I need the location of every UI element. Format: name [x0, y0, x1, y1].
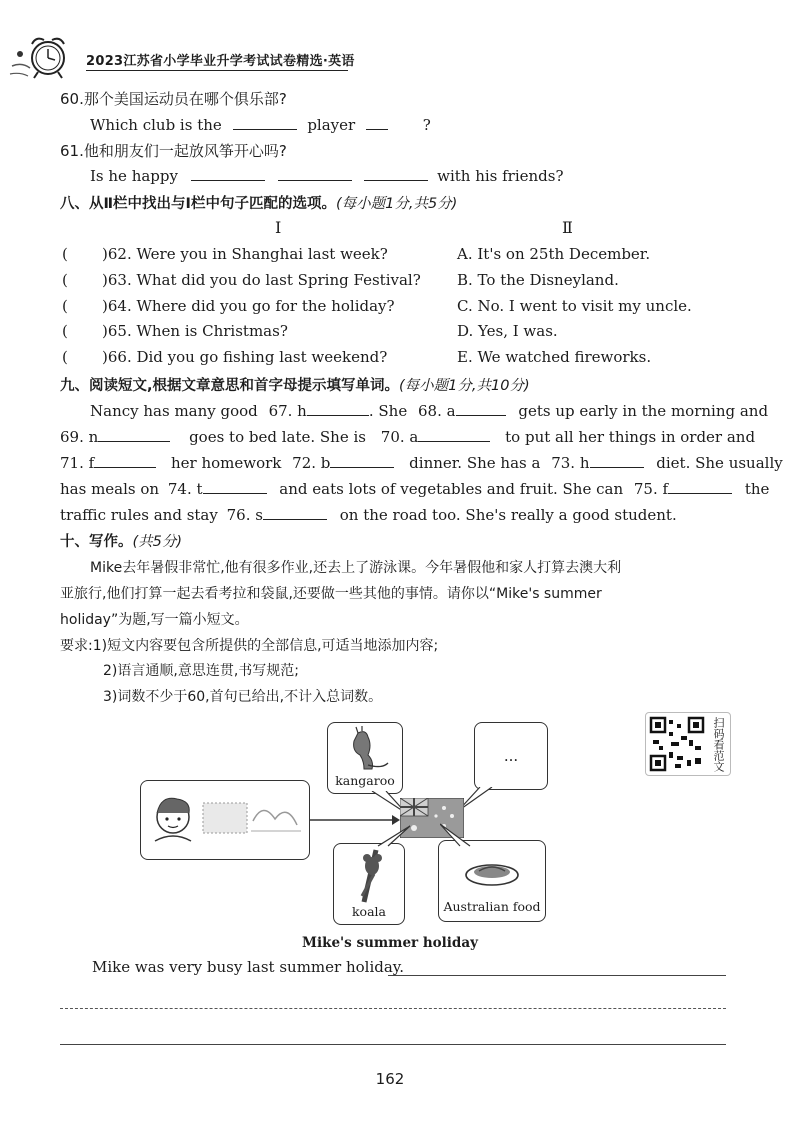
kangaroo-icon: [328, 725, 402, 775]
writing-line-1[interactable]: [388, 975, 726, 976]
passage-text: her homework: [170, 454, 282, 472]
blank-73[interactable]: [590, 453, 644, 468]
match-paren-62[interactable]: (: [62, 245, 68, 263]
kangaroo-label: kangaroo: [335, 773, 395, 788]
column-1-label: Ⅰ: [275, 218, 282, 237]
header-rule: [86, 70, 348, 71]
match-question-63: )63. What did you do last Spring Festival?: [102, 271, 421, 289]
match-paren-66[interactable]: (: [62, 348, 68, 366]
match-question-66: )66. Did you go fishing last weekend?: [102, 348, 388, 366]
passage-text: and eats lots of vegetables and fruit. She can: [279, 480, 624, 498]
section-10-heading: [60, 530, 182, 551]
passage-line-1: [90, 401, 768, 420]
writing-prompt-line-1: Mike去年暑假非常忙,他有很多作业,还去上了游泳课。今年暑假他和家人打算去澳大利: [90, 560, 622, 576]
passage-text: goes to bed late. She is: [189, 428, 366, 446]
koala-label: koala: [351, 904, 386, 919]
boy-doing-homework-icon: [141, 781, 309, 859]
passage-text: gets up early in the morning and: [518, 402, 769, 420]
match-paren-65[interactable]: (: [62, 322, 68, 340]
passage-line-2: [60, 427, 755, 446]
writing-prompt-line-3: holiday”为题,写一篇小短文。: [60, 612, 249, 628]
q60-sentence: [90, 115, 431, 134]
blank-72-hint: 72. b: [292, 454, 331, 472]
match-question-65: )65. When is Christmas?: [102, 322, 288, 340]
passage-text: Nancy has many good: [90, 402, 258, 420]
food-bubble: [438, 840, 546, 922]
section-8-score: (每小题1分,共5分): [335, 196, 458, 212]
section-9-score: (每小题1分,共10分): [399, 378, 530, 394]
q61-blank-2[interactable]: [278, 166, 352, 181]
column-2-label: Ⅱ: [562, 218, 573, 237]
match-question-64: )64. Where did you go for the holiday?: [102, 297, 395, 315]
blank-76[interactable]: [263, 505, 327, 520]
match-option-d: D. Yes, I was.: [457, 322, 558, 340]
passage-text: . She: [368, 402, 408, 420]
passage-text: has meals on: [60, 480, 160, 498]
blank-69[interactable]: [98, 427, 170, 442]
requirement-3: 3)词数不少于60,首句已给出,不计入总词数。: [103, 689, 383, 705]
passage-line-4: [60, 479, 769, 498]
blank-75-hint: 75. f: [633, 480, 669, 498]
section-8-title: 八、从Ⅱ栏中找出与Ⅰ栏中句子匹配的选项。: [60, 196, 336, 212]
blank-70[interactable]: [418, 427, 490, 442]
blank-71[interactable]: [94, 453, 156, 468]
requirement-2: 2)语言通顺,意思连贯,书写规范;: [103, 663, 299, 679]
match-option-e: E. We watched fireworks.: [457, 348, 652, 366]
match-option-b: B. To the Disneyland.: [457, 271, 619, 289]
section-10-score: (共5分): [132, 534, 183, 550]
australian-food-icon: [439, 845, 545, 901]
match-paren-64[interactable]: (: [62, 297, 68, 315]
qr-code-icon: [649, 716, 705, 772]
blank-68[interactable]: [456, 401, 506, 416]
q61-text-b: with his friends?: [437, 167, 564, 185]
koala-pointer: [372, 824, 412, 848]
alarm-clock-logo-icon: [8, 30, 80, 82]
match-paren-63[interactable]: (: [62, 271, 68, 289]
more-activities-label: ...: [503, 747, 519, 765]
passage-line-3: [60, 453, 783, 472]
mike-picture-box: [140, 780, 310, 860]
more-activities-bubble: [474, 722, 548, 790]
arrow-icon: [308, 814, 402, 826]
q60-text-a: Which club is the: [90, 116, 222, 134]
passage-text: to put all her things in order and: [505, 428, 756, 446]
food-label: Australian food: [443, 899, 541, 914]
q60-prompt: 60.那个美国运动员在哪个俱乐部?: [60, 90, 287, 108]
food-pointer: [440, 822, 480, 848]
match-option-a: A. It's on 25th December.: [457, 245, 651, 263]
section-8-heading: [60, 192, 457, 213]
writing-line-3[interactable]: [60, 1044, 726, 1045]
writing-prompt-line-2: 亚旅行,他们打算一起去看考拉和袋鼠,还要做一些其他的事情。请你以“Mike's summer: [60, 586, 602, 602]
blank-74[interactable]: [203, 479, 267, 494]
section-9-heading: [60, 374, 530, 395]
page-number: 162: [375, 1070, 405, 1088]
q60-blank-1[interactable]: [233, 115, 297, 130]
qr-code[interactable]: [645, 712, 731, 776]
kangaroo-bubble: [327, 722, 403, 794]
blank-76-hint: 76. s: [226, 506, 263, 524]
q60-text-b: player: [307, 116, 356, 134]
match-option-c: C. No. I went to visit my uncle.: [457, 297, 692, 315]
blank-70-hint: 70. a: [380, 428, 419, 446]
blank-75[interactable]: [668, 479, 732, 494]
blank-71-hint: 71. f: [60, 454, 95, 472]
requirement-1: 要求:1)短文内容要包含所提供的全部信息,可适当地添加内容;: [60, 638, 439, 654]
blank-72[interactable]: [330, 453, 394, 468]
q61-prompt: 61.他和朋友们一起放风筝开心吗?: [60, 142, 287, 160]
blank-67-hint: 67. h: [268, 402, 307, 420]
passage-text: on the road too. She's really a good student.: [339, 506, 677, 524]
illustration-caption: Mike's summer holiday: [302, 935, 478, 951]
passage-line-5: [60, 505, 677, 524]
section-10-title: 十、写作。: [60, 534, 133, 550]
header-title: 2023江苏省小学毕业升学考试试卷精选·英语: [86, 54, 355, 69]
q60-blank-2[interactable]: [366, 115, 388, 130]
blank-69-hint: 69. n: [60, 428, 99, 446]
q61-sentence: [90, 166, 564, 185]
blank-74-hint: 74. t: [167, 480, 203, 498]
match-question-62: )62. Were you in Shanghai last week?: [102, 245, 388, 263]
q61-blank-3[interactable]: [364, 166, 428, 181]
passage-text: dinner. She has a: [409, 454, 541, 472]
blank-67[interactable]: [307, 401, 369, 416]
blank-73-hint: 73. h: [551, 454, 590, 472]
koala-bubble: [333, 843, 405, 925]
koala-icon: [334, 846, 404, 906]
q60-text-c: ?: [422, 116, 431, 134]
section-9-title: 九、阅读短文,根据文章意思和首字母提示填写单词。: [60, 378, 400, 394]
qr-code-label: 扫码看范文: [712, 717, 725, 772]
writing-first-sentence: Mike was very busy last summer holiday.: [92, 958, 405, 976]
q61-blank-1[interactable]: [191, 166, 265, 181]
blank-68-hint: 68. a: [418, 402, 456, 420]
passage-text: traffic rules and stay: [60, 506, 218, 524]
passage-text: diet. She usually: [656, 454, 783, 472]
passage-text: the: [744, 480, 770, 498]
q61-text-a: Is he happy: [90, 167, 178, 185]
writing-line-2[interactable]: [60, 1008, 726, 1009]
